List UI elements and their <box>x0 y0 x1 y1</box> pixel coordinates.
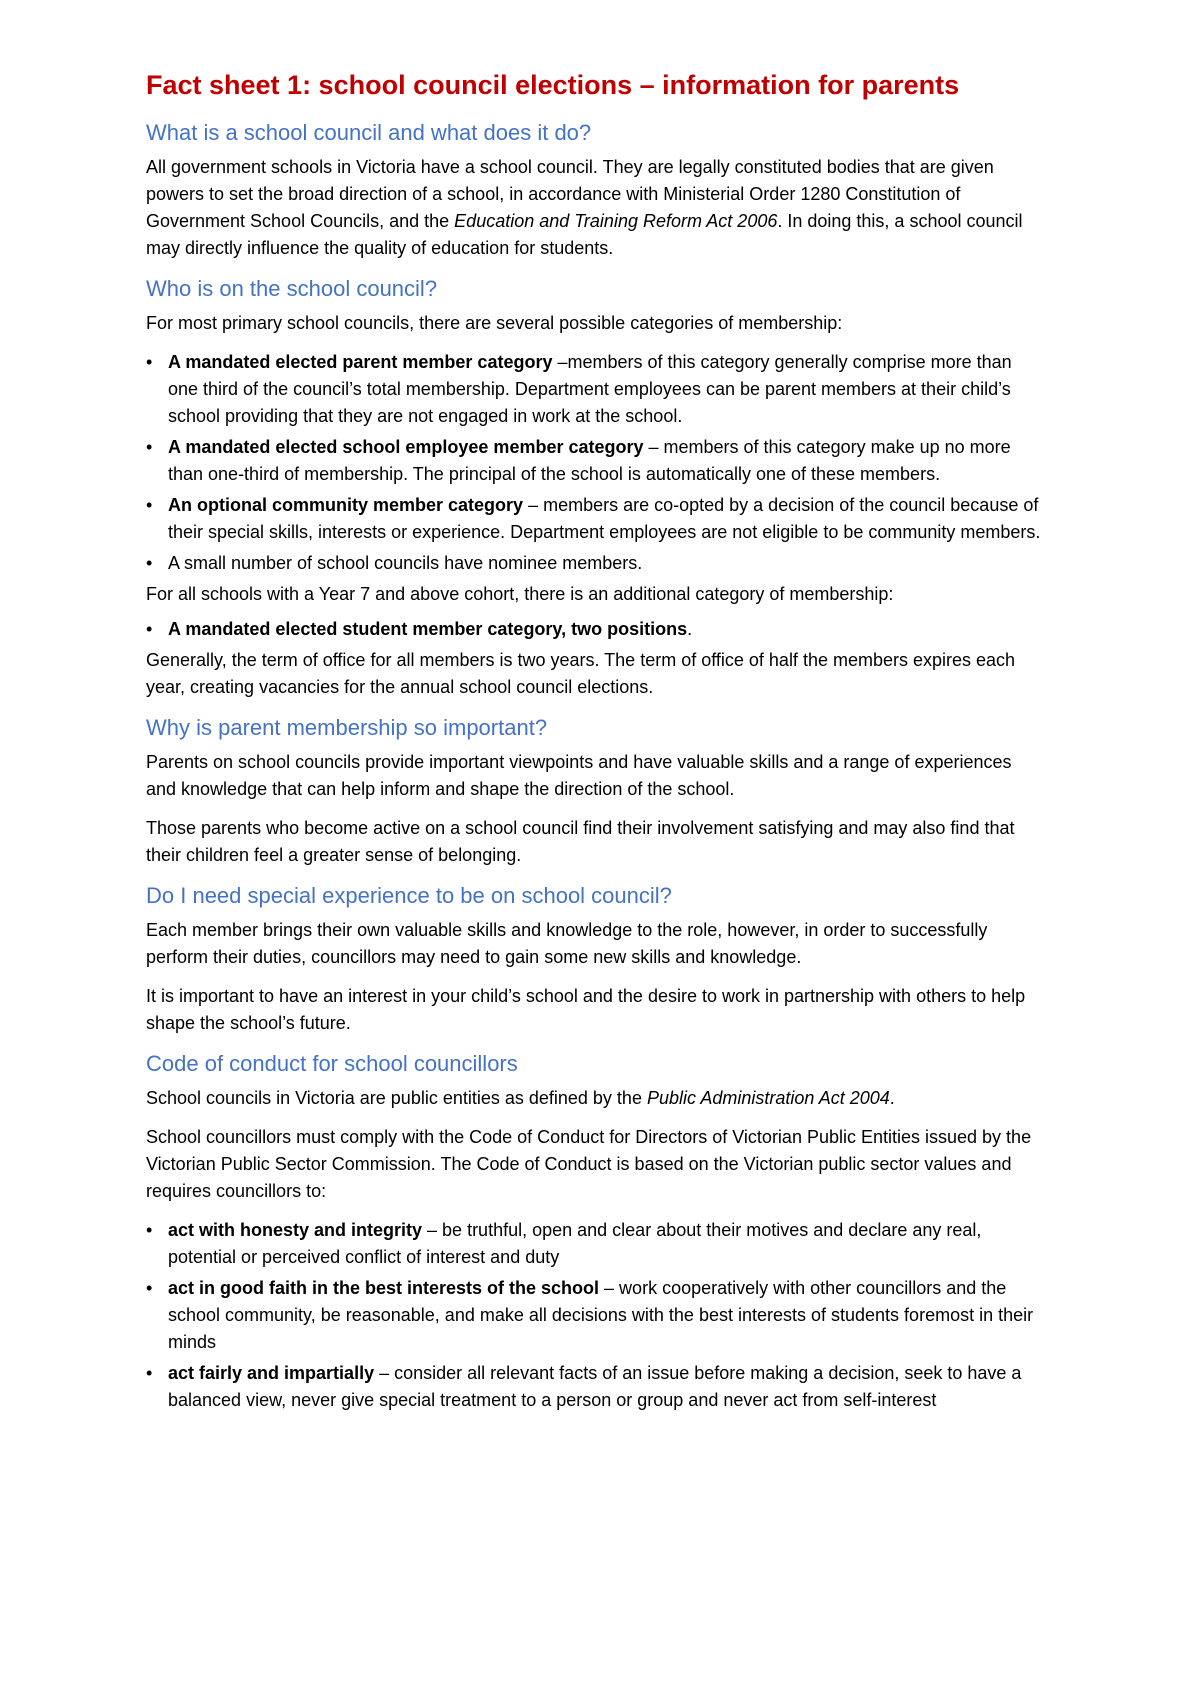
paragraph: Parents on school councils provide important viewpoints and have valuable skills and a range of experiences and knowledge that can help inform and shape the direction of the school. <box>146 752 1012 799</box>
bullet-icon: • <box>146 553 153 573</box>
paragraph-text: School councils in Victoria are public entities as defined by the <box>146 1088 647 1108</box>
list-item <box>146 1217 1041 1271</box>
conduct-list <box>146 1217 1041 1414</box>
item-text: A small number of school councils have nominee members. <box>168 553 643 573</box>
bullet-icon: • <box>146 1363 153 1383</box>
act-title: Public Administration Act 2004 <box>646 1088 890 1108</box>
list-item <box>146 616 1041 643</box>
item-bold: An optional community member category <box>168 495 524 515</box>
section-heading: What is a school council and what does it do? <box>146 120 592 145</box>
bullet-icon: • <box>146 352 153 372</box>
paragraph: It is important to have an interest in your child’s school and the desire to work in partnership with others to help shape the school’s future. <box>146 986 1026 1033</box>
item-text: – members are co-opted by a decision of the council because of their special skills, interests or experience. Department employees are not eligible to be community members. <box>168 495 1041 542</box>
paragraph: For most primary school councils, there are several possible categories of membership: <box>146 313 843 333</box>
list-item <box>146 550 1041 577</box>
item-text: –members of this category generally comprise more than one third of the council’s total membership. Department employees can be parent members at their child’s school providing that they are not engaged in work at the school. <box>168 352 1012 426</box>
item-text: – consider all relevant facts of an issue before making a decision, seek to have a balanced view, never give special treatment to a person or group and never act from self-interest <box>168 1363 1022 1410</box>
section-heading: Code of conduct for school councillors <box>146 1051 518 1076</box>
bullet-icon: • <box>146 619 153 639</box>
list-item <box>146 434 1041 488</box>
item-text: . <box>687 619 693 639</box>
act-title: Education and Training Reform Act 2006 <box>454 211 778 231</box>
membership-list <box>146 349 1041 577</box>
section-heading: Who is on the school council? <box>146 276 438 301</box>
section-special-experience <box>146 881 1041 1037</box>
item-bold: A mandated elected parent member category <box>168 352 553 372</box>
student-list <box>146 616 1041 643</box>
bullet-icon: • <box>146 495 153 515</box>
section-what-is-council <box>146 118 1041 262</box>
list-item <box>146 1275 1041 1356</box>
paragraph: Generally, the term of office for all members is two years. The term of office of half the members expires each year, creating vacancies for the annual school council elections. <box>146 650 1016 697</box>
section-code-of-conduct <box>146 1049 1041 1414</box>
section-who-is-on-council <box>146 274 1041 701</box>
item-bold: act in good faith in the best interests of the school <box>168 1278 600 1298</box>
bullet-icon: • <box>146 1278 153 1298</box>
list-item <box>146 1360 1041 1414</box>
section-heading: Why is parent membership so important? <box>146 715 548 740</box>
item-bold: act with honesty and integrity <box>168 1220 423 1240</box>
section-heading: Do I need special experience to be on school council? <box>146 883 672 908</box>
item-text: – be truthful, open and clear about their motives and declare any real, potential or perceived conflict of interest and duty <box>168 1220 982 1267</box>
paragraph: Each member brings their own valuable skills and knowledge to the role, however, in order to successfully perform their duties, councillors may need to gain some new skills and knowledge. <box>146 920 988 967</box>
bullet-icon: • <box>146 437 153 457</box>
item-bold: act fairly and impartially <box>168 1363 375 1383</box>
paragraph-text: . In doing this, a school council may directly influence the quality of education for students. <box>146 211 1023 258</box>
paragraph: School councillors must comply with the Code of Conduct for Directors of Victorian Public Entities issued by the Victorian Public Sector Commission. The Code of Conduct is based on the Victorian public sector values and requires councillors to: <box>146 1127 1032 1201</box>
section-why-parent-membership <box>146 713 1041 869</box>
paragraph <box>146 154 1041 262</box>
paragraph-text: All government schools in Victoria have a school council. They are legally constituted bodies that are given powers to set the broad direction of a school, in accordance with Ministerial Order 1280 Constitution of Government School Councils, and the <box>146 157 994 231</box>
paragraph: Those parents who become active on a school council find their involvement satisfying and may also find that their children feel a greater sense of belonging. <box>146 818 1015 865</box>
page-title: Fact sheet 1: school council elections – information for parents <box>146 70 960 100</box>
bullet-icon: • <box>146 1220 153 1240</box>
paragraph-text: . <box>889 1088 895 1108</box>
paragraph <box>146 1085 1041 1112</box>
item-text: – members of this category make up no more than one-third of membership. The principal of the school is automatically one of these members. <box>168 437 1011 484</box>
list-item <box>146 492 1041 546</box>
paragraph: For all schools with a Year 7 and above cohort, there is an additional category of membership: <box>146 584 894 604</box>
item-bold: A mandated elected student member category, two positions <box>168 619 688 639</box>
list-item <box>146 349 1041 430</box>
item-text: – work cooperatively with other councillors and the school community, be reasonable, and make all decisions with the best interests of students foremost in their minds <box>168 1278 1034 1352</box>
item-bold: A mandated elected school employee member category <box>168 437 644 457</box>
